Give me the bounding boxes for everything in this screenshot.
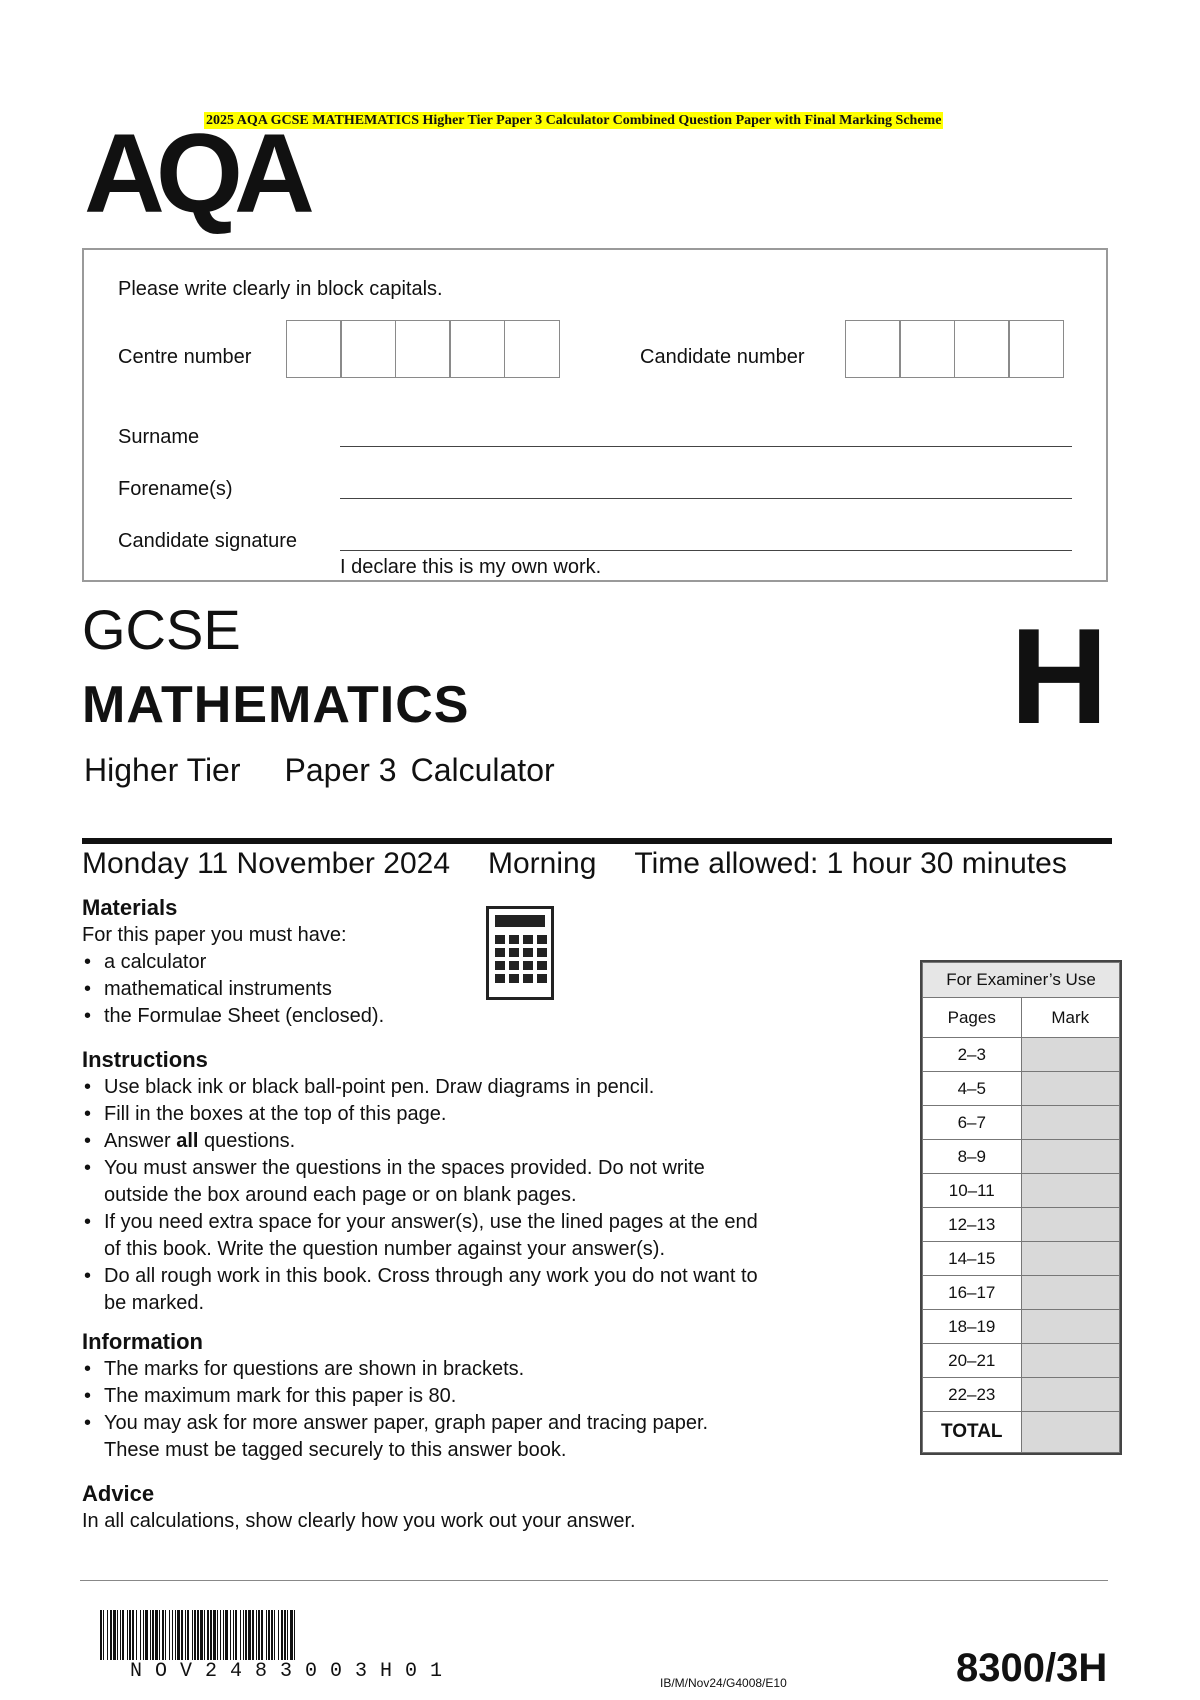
list-item: • Fill in the boxes at the top of this page. xyxy=(82,1101,758,1128)
mark-cell[interactable] xyxy=(1021,1038,1120,1072)
table-row xyxy=(923,1174,1120,1208)
mark-cell[interactable] xyxy=(1021,1310,1120,1344)
centre-number-label: Centre number xyxy=(118,346,252,368)
table-row xyxy=(923,1276,1120,1310)
forename-label: Forename(s) xyxy=(118,478,233,500)
materials-intro: For this paper you must have: xyxy=(82,924,347,946)
pages-cell: 10–11 xyxy=(923,1174,1022,1208)
list-item xyxy=(82,1209,758,1263)
signature-field[interactable] xyxy=(340,550,1072,551)
item-text: Answer xyxy=(104,1130,177,1152)
item-text: If you need extra space for your answer(s), use the lined pages at the end xyxy=(104,1211,758,1233)
materials-list xyxy=(82,949,384,1030)
table-row xyxy=(923,1038,1120,1072)
mark-cell[interactable] xyxy=(1021,1174,1120,1208)
materials-section xyxy=(82,894,384,1030)
table-row xyxy=(923,1378,1120,1412)
list-item: • The maximum mark for this paper is 80. xyxy=(82,1383,708,1410)
centre-digit-box[interactable] xyxy=(504,320,560,378)
list-item: • mathematical instruments xyxy=(82,976,384,1003)
mark-cell[interactable] xyxy=(1021,1378,1120,1412)
table-row xyxy=(923,1106,1120,1140)
pages-cell: 8–9 xyxy=(923,1140,1022,1174)
tier-label: Higher Tier xyxy=(84,752,241,788)
centre-number-boxes[interactable] xyxy=(287,320,560,378)
pages-column-header: Pages xyxy=(923,998,1022,1038)
paper-label: Paper 3 xyxy=(284,752,397,788)
pages-cell: 12–13 xyxy=(923,1208,1022,1242)
item-text-continued: be marked. xyxy=(104,1292,205,1314)
candidate-digit-box[interactable] xyxy=(954,320,1010,378)
pages-cell: 4–5 xyxy=(923,1072,1022,1106)
item-text-continued: of this book. Write the question number against your answer(s). xyxy=(104,1238,666,1260)
list-item xyxy=(82,1410,708,1464)
list-item: • The marks for questions are shown in brackets. xyxy=(82,1356,708,1383)
information-section xyxy=(82,1328,708,1464)
item-text-continued: These must be tagged securely to this answer book. xyxy=(104,1439,567,1461)
forename-field[interactable] xyxy=(340,498,1072,499)
examiners-use-table xyxy=(920,960,1122,1455)
centre-digit-box[interactable] xyxy=(286,320,342,378)
table-row xyxy=(923,1140,1120,1174)
list-item xyxy=(82,1155,758,1209)
centre-digit-box[interactable] xyxy=(449,320,505,378)
qualification-title: GCSE xyxy=(82,598,241,661)
subject-title: MATHEMATICS xyxy=(82,676,470,734)
pages-cell: 18–19 xyxy=(923,1310,1022,1344)
candidate-number-boxes[interactable] xyxy=(846,320,1064,378)
tier-letter: H xyxy=(1010,600,1109,752)
candidate-digit-box[interactable] xyxy=(845,320,901,378)
list-item: • Use black ink or black ball-point pen. Draw diagrams in pencil. xyxy=(82,1074,758,1101)
list-item: • a calculator xyxy=(82,949,384,976)
barcode-stripe xyxy=(295,1610,297,1660)
aqa-logo: AQA xyxy=(84,111,306,236)
mark-cell[interactable] xyxy=(1021,1208,1120,1242)
mark-column-header: Mark xyxy=(1021,998,1120,1038)
footer-divider xyxy=(80,1580,1108,1581)
candidate-digit-box[interactable] xyxy=(899,320,955,378)
candidate-details-box xyxy=(82,248,1108,582)
title-divider xyxy=(82,838,1112,844)
list-item xyxy=(82,1263,758,1317)
information-list xyxy=(82,1356,708,1464)
barcode-text: NOV2483003H01 xyxy=(130,1660,456,1683)
calculator-label: Calculator xyxy=(410,752,555,788)
mark-cell[interactable] xyxy=(1021,1140,1120,1174)
instructions-list xyxy=(82,1074,758,1317)
paper-code: 8300/3H xyxy=(956,1646,1108,1690)
total-row xyxy=(923,1412,1120,1453)
pages-cell: 22–23 xyxy=(923,1378,1022,1412)
instructions-heading: Instructions xyxy=(82,1047,208,1072)
item-text: You may ask for more answer paper, graph paper and tracing paper. xyxy=(104,1412,709,1434)
table-row xyxy=(923,1208,1120,1242)
declaration-text: I declare this is my own work. xyxy=(340,556,602,578)
table-row xyxy=(923,1072,1120,1106)
item-text: You must answer the questions in the spaces provided. Do not write xyxy=(104,1157,705,1179)
surname-label: Surname xyxy=(118,426,200,448)
barcode xyxy=(100,1610,518,1660)
reference-code: IB/M/Nov24/G4008/E10 xyxy=(660,1676,787,1690)
total-label: TOTAL xyxy=(923,1412,1022,1453)
list-item: • the Formulae Sheet (enclosed). xyxy=(82,1003,384,1030)
advice-section xyxy=(82,1480,636,1535)
candidate-number-label: Candidate number xyxy=(640,346,805,368)
item-text: Do all rough work in this book. Cross through any work you do not want to xyxy=(104,1265,758,1287)
table-row xyxy=(923,1242,1120,1276)
materials-heading: Materials xyxy=(82,895,178,920)
pages-cell: 16–17 xyxy=(923,1276,1022,1310)
advice-heading: Advice xyxy=(82,1481,155,1506)
document-banner: 2025 AQA GCSE MATHEMATICS Higher Tier Paper 3 Calculator Combined Question Paper with Final Marking Scheme xyxy=(206,113,942,128)
exam-date: Monday 11 November 2024 xyxy=(82,847,450,880)
centre-digit-box[interactable] xyxy=(395,320,451,378)
item-text-continued: outside the box around each page or on blank pages. xyxy=(104,1184,577,1206)
mark-cell[interactable] xyxy=(1021,1106,1120,1140)
tier-paper-line xyxy=(84,752,599,788)
exam-session: Morning xyxy=(488,847,597,880)
mark-cell[interactable] xyxy=(1021,1344,1120,1378)
block-capitals-instruction: Please write clearly in block capitals. xyxy=(118,278,443,300)
mark-cell[interactable] xyxy=(1021,1242,1120,1276)
exam-date-line xyxy=(82,846,1105,882)
candidate-digit-box[interactable] xyxy=(1008,320,1064,378)
mark-cell[interactable] xyxy=(1021,1072,1120,1106)
examiners-use-title: For Examiner’s Use xyxy=(923,963,1120,998)
time-allowed: Time allowed: 1 hour 30 minutes xyxy=(634,847,1067,880)
item-bold-text: all xyxy=(176,1130,199,1152)
information-heading: Information xyxy=(82,1329,203,1354)
advice-text: In all calculations, show clearly how you work out your answer. xyxy=(82,1510,636,1532)
mark-cell[interactable] xyxy=(1021,1276,1120,1310)
calculator-icon xyxy=(486,906,554,1000)
table-row xyxy=(923,1310,1120,1344)
list-item xyxy=(82,1128,758,1155)
centre-digit-box[interactable] xyxy=(340,320,396,378)
table-row xyxy=(923,1344,1120,1378)
total-mark-cell[interactable] xyxy=(1021,1412,1120,1453)
pages-cell: 20–21 xyxy=(923,1344,1022,1378)
pages-cell: 6–7 xyxy=(923,1106,1022,1140)
pages-cell: 14–15 xyxy=(923,1242,1022,1276)
pages-cell: 2–3 xyxy=(923,1038,1022,1072)
instructions-section xyxy=(82,1046,758,1317)
surname-field[interactable] xyxy=(340,446,1072,447)
signature-label: Candidate signature xyxy=(118,530,298,552)
item-text: questions. xyxy=(198,1130,296,1152)
